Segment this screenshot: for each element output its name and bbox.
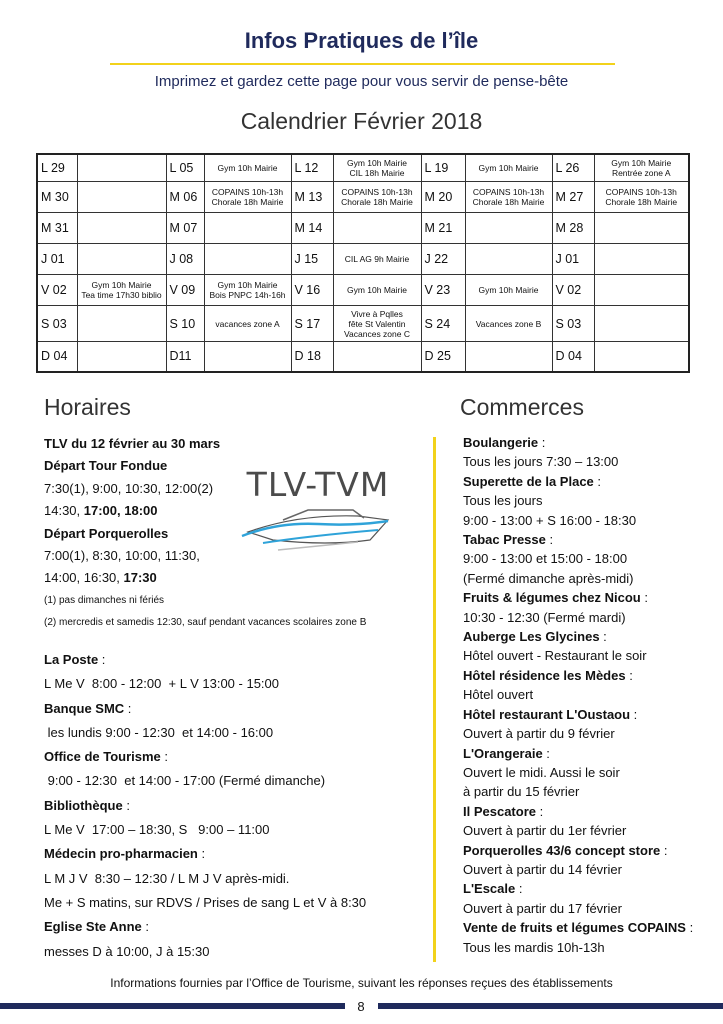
calendar-row — [37, 181, 689, 213]
page-subtitle: Imprimez et gardez cette page pour vous servir de pense-bête — [154, 73, 569, 90]
page-title: Infos Pratiques de l’île — [244, 28, 479, 53]
commerce-hours: Tous les jours 7:30 – 13:00 — [463, 454, 619, 470]
calendar-event-line: fête St Valentin — [348, 318, 406, 329]
calendar-event — [333, 306, 421, 342]
commerce-hours: 9:00 - 13:00 + S 16:00 - 18:30 — [463, 512, 637, 528]
calendar-event-line: COPAINS 10h-13h — [605, 187, 677, 198]
calendar-event-line: CIL 18h Mairie — [349, 167, 405, 178]
logo-text: TLV-TVM — [246, 465, 390, 504]
calendar-event — [465, 213, 552, 244]
commerce-name: Porquerolles 43/6 concept store : — [463, 842, 668, 858]
note-1: (1) pas dimanches ni fériés — [44, 594, 165, 606]
calendar-day: D 18 — [291, 341, 333, 372]
service-name: Médecin pro-pharmacien : — [44, 846, 206, 862]
commerces-list — [463, 433, 718, 957]
calendar-row — [37, 244, 689, 275]
commerce-hours: Hôtel ouvert — [463, 687, 534, 703]
service-hours: L Me V 8:00 - 12:00 + L V 13:00 - 15:00 — [44, 676, 279, 692]
calendar-event-line: COPAINS 10h-13h — [341, 187, 413, 198]
calendar-event — [333, 274, 421, 306]
calendar-day: D 25 — [421, 341, 465, 372]
calendar-day: S 17 — [291, 306, 333, 342]
commerce-hours: Hôtel ouvert - Restaurant le soir — [463, 648, 647, 664]
depart-porquerolles-label: Départ Porquerolles — [44, 525, 169, 541]
calendar-day: S 24 — [421, 306, 465, 342]
commerce-hours: Ouvert le midi. Aussi le soir — [463, 764, 620, 780]
commerces-divider — [433, 437, 436, 962]
commerce-name: Vente de fruits et légumes COPAINS : — [463, 920, 694, 936]
commerce-name: Boulangerie : — [463, 435, 546, 450]
calendar-event-line: Tea time 17h30 biblio — [81, 289, 162, 300]
calendar-event-line: Gym 10h Mairie — [611, 157, 672, 168]
calendar-event-line: Vivre à Pqlles — [351, 308, 403, 319]
commerce-hours: Ouvert à partir du 17 février — [463, 900, 622, 916]
calendar-event-line: COPAINS 10h-13h — [472, 187, 545, 198]
calendar-event — [594, 274, 689, 306]
calendar-event — [465, 306, 552, 342]
calendar-event — [204, 213, 291, 244]
calendar-event-line: Chorale 18h Mairie — [211, 197, 284, 208]
calendar-event — [465, 181, 552, 213]
calendar-row — [37, 341, 689, 372]
calendar-day: M 27 — [552, 181, 594, 213]
calendar-event — [594, 244, 689, 275]
commerce-name: Il Pescatore : — [463, 803, 544, 819]
calendar-event — [204, 274, 291, 306]
commerce-hours: Tous les jours — [463, 493, 543, 509]
calendar-day: L 26 — [552, 154, 594, 181]
calendar-row — [37, 213, 689, 244]
service-name: Banque SMC : — [44, 700, 132, 716]
calendar-event-line: Gym 10h Mairie — [478, 284, 539, 295]
page-number: 8 — [351, 999, 371, 1014]
calendar-day: M 14 — [291, 213, 333, 244]
calendar-event — [77, 274, 166, 306]
calendar-day: J 15 — [291, 244, 333, 275]
commerce-hours: à partir du 15 février — [463, 784, 580, 800]
calendar-event — [465, 274, 552, 306]
tlv-title: TLV du 12 février au 30 mars — [44, 436, 221, 451]
calendar-event — [204, 341, 291, 372]
calendar-event — [594, 181, 689, 213]
service-name: Bibliothèque : — [44, 797, 130, 813]
calendar-row — [37, 306, 689, 342]
calendar-day: M 28 — [552, 213, 594, 244]
horaires-title: Horaires — [44, 394, 131, 420]
calendar-event — [594, 341, 689, 372]
footer-bar-left — [0, 1003, 345, 1009]
ship-hull-icon — [248, 516, 388, 543]
calendar-day: L 05 — [166, 154, 204, 181]
calendar-day: M 31 — [37, 213, 77, 244]
calendar-day: L 29 — [37, 154, 77, 181]
calendar-day: M 21 — [421, 213, 465, 244]
calendar-event — [77, 341, 166, 372]
commerce-hours: Ouvert à partir du 1er février — [463, 823, 627, 839]
calendar-day: D 04 — [552, 341, 594, 372]
commerces-title: Commerces — [460, 394, 584, 420]
footer-note: Informations fournies par l’Office de Tourisme, suivant les réponses reçues des établissements — [110, 976, 613, 990]
commerce-name: Hôtel restaurant L'Oustaou : — [463, 706, 638, 722]
calendar-event — [333, 181, 421, 213]
commerce-hours: (Fermé dimanche après-midi) — [463, 570, 634, 586]
service-hours: L Me V 17:00 – 18:30, S 9:00 – 11:00 — [44, 822, 270, 838]
calendar-event-line: Rentrée zone A — [611, 167, 671, 178]
commerce-name: Tabac Presse : — [463, 532, 554, 548]
depart-porquerolles-times: 7:00(1), 8:30, 10:00, 11:30, — [44, 548, 200, 564]
calendar-event — [77, 181, 166, 213]
depart-tour-fondue-label: Départ Tour Fondue — [44, 458, 168, 474]
depart-porquerolles-times-2: 14:00, 16:30, 17:30 — [44, 570, 157, 586]
calendar-event — [204, 154, 291, 181]
calendar-row — [37, 274, 689, 306]
service-hours: messes D à 10:00, J à 15:30 — [44, 943, 210, 959]
calendar-day: M 07 — [166, 213, 204, 244]
calendar-event-line: Gym 10h Mairie — [478, 162, 539, 173]
calendar-day: S 03 — [37, 306, 77, 342]
calendar-event — [77, 213, 166, 244]
depart-tour-fondue-times-2: 14:30, 17:00, 18:00 — [44, 503, 158, 519]
commerce-hours: Ouvert à partir du 9 février — [463, 726, 615, 742]
calendar-event — [204, 244, 291, 275]
calendar-event-line: Gym 10h Mairie — [217, 279, 278, 290]
calendar-event — [333, 154, 421, 181]
commerce-hours: Ouvert à partir du 14 février — [463, 861, 622, 877]
calendar-event-line: Chorale 18h Mairie — [341, 197, 413, 208]
commerce-name: Superette de la Place : — [463, 473, 602, 489]
calendar-title: Calendrier Février 2018 — [240, 108, 483, 134]
calendar-event — [594, 306, 689, 342]
calendar-event-line: Gym 10h Mairie — [347, 157, 407, 168]
title-divider — [110, 63, 615, 65]
calendar-day: D11 — [166, 341, 204, 372]
calendar-day: J 01 — [552, 244, 594, 275]
calendar-day: J 22 — [421, 244, 465, 275]
note-2: (2) mercredis et samedis 12:30, sauf pendant vacances scolaires zone B — [44, 617, 367, 629]
commerce-name: Fruits & légumes chez Nicou : — [463, 590, 648, 606]
calendar-day: D 04 — [37, 341, 77, 372]
calendar-day: M 13 — [291, 181, 333, 213]
calendar-day: J 08 — [166, 244, 204, 275]
calendar-event — [204, 181, 291, 213]
services-list — [44, 648, 429, 964]
calendar-day: L 19 — [421, 154, 465, 181]
service-name: La Poste : — [44, 652, 106, 667]
calendar-day: V 23 — [421, 274, 465, 306]
calendar-event-line: Gym 10h Mairie — [217, 162, 278, 173]
calendar-event — [77, 154, 166, 181]
calendar-row — [37, 154, 689, 181]
calendar-event — [77, 244, 166, 275]
calendar-event — [77, 306, 166, 342]
commerce-name: L'Escale : — [463, 881, 523, 897]
service-name: Office de Tourisme : — [44, 749, 169, 765]
calendar-event-line: vacances zone A — [215, 318, 280, 329]
calendar-event — [465, 244, 552, 275]
calendar-day: V 02 — [552, 274, 594, 306]
calendar-day: S 10 — [166, 306, 204, 342]
service-name: Eglise Ste Anne : — [44, 919, 150, 935]
calendar-event-line: CIL AG 9h Mairie — [344, 253, 410, 264]
calendar-day: L 12 — [291, 154, 333, 181]
calendar-day: V 02 — [37, 274, 77, 306]
depart-tour-fondue-times: 7:30(1), 9:00, 10:30, 12:00(2) — [44, 480, 214, 496]
calendar-day: M 06 — [166, 181, 204, 213]
calendar-event — [594, 213, 689, 244]
calendar-event-line: Chorale 18h Mairie — [605, 197, 678, 208]
calendar-table — [36, 153, 690, 373]
commerce-hours: 9:00 - 13:00 et 15:00 - 18:00 — [463, 551, 628, 567]
service-hours: L M J V 8:30 – 12:30 / L M J V après-midi. — [44, 870, 290, 886]
calendar-day: S 03 — [552, 306, 594, 342]
calendar-event — [594, 154, 689, 181]
calendar-event — [465, 341, 552, 372]
tlv-tvm-logo — [238, 464, 398, 564]
calendar-day: V 09 — [166, 274, 204, 306]
calendar-event — [465, 154, 552, 181]
commerce-hours: Tous les mardis 10h-13h — [463, 939, 605, 955]
calendar-event — [333, 244, 421, 275]
footer-bar-right — [378, 1003, 723, 1009]
calendar-event-line: Gym 10h Mairie — [347, 284, 407, 295]
calendar-event-line: Vacances zone B — [475, 318, 542, 329]
calendar-event-line: Vacances zone C — [344, 328, 410, 339]
commerce-hours: 10:30 - 12:30 (Fermé mardi) — [463, 609, 626, 625]
service-hours: Me + S matins, sur RDVS / Prises de sang L et V à 8:30 — [44, 894, 367, 910]
service-hours: les lundis 9:00 - 12:30 et 14:00 - 16:00 — [44, 724, 274, 740]
calendar-event-line: Gym 10h Mairie — [91, 279, 152, 290]
commerce-name: Auberge Les Glycines : — [463, 629, 607, 645]
calendar-day: M 20 — [421, 181, 465, 213]
calendar-event-line: COPAINS 10h-13h — [211, 187, 284, 198]
calendar-event — [204, 306, 291, 342]
service-hours: 9:00 - 12:30 et 14:00 - 17:00 (Fermé dimanche) — [44, 773, 326, 789]
commerce-name: L'Orangeraie : — [463, 745, 550, 761]
calendar-day: J 01 — [37, 244, 77, 275]
commerce-name: Hôtel résidence les Mèdes : — [463, 667, 633, 683]
calendar-event — [333, 213, 421, 244]
calendar-event-line: Chorale 18h Mairie — [472, 197, 545, 208]
calendar-event — [333, 341, 421, 372]
calendar-event-line: Bois PNPC 14h-16h — [209, 289, 286, 300]
calendar-day: V 16 — [291, 274, 333, 306]
calendar-day: M 30 — [37, 181, 77, 213]
